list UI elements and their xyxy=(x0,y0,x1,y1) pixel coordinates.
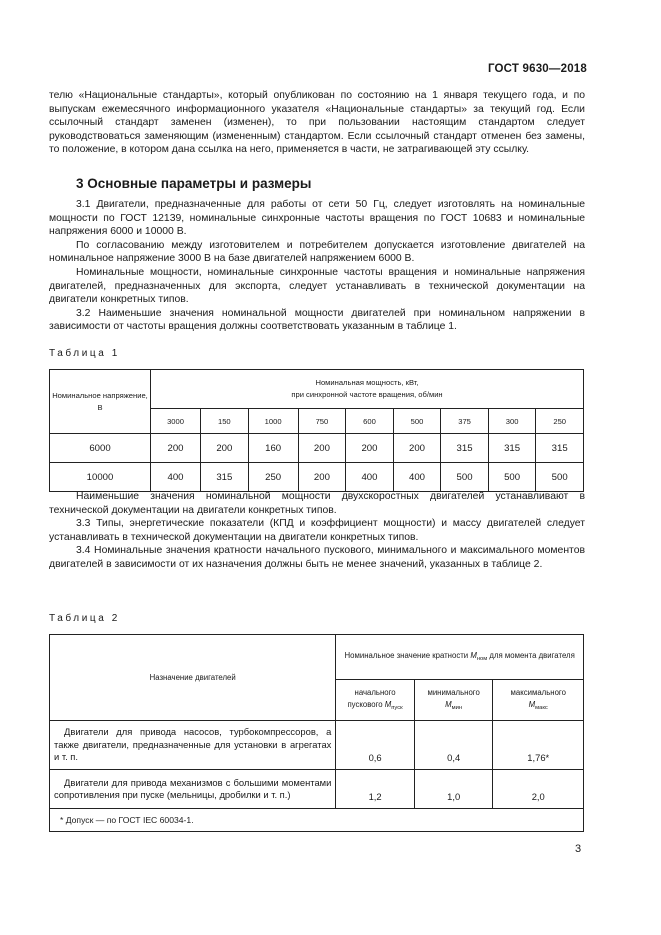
section-body xyxy=(49,198,585,334)
table1-speed-header: 300 xyxy=(488,409,536,434)
table1-speed-header: 375 xyxy=(441,409,489,434)
table1-power-cell: 200 xyxy=(298,434,346,463)
table1-power-cell: 500 xyxy=(441,463,489,492)
paragraph-3-2: 3.2 Наименьшие значения номинальной мощности двигателей при номинальном напряжении в зависимости от частоты вращения должны соответствовать указанным в таблице 1. xyxy=(49,307,585,333)
table1-label: Таблица 1 xyxy=(49,348,120,359)
after-table1-body xyxy=(49,490,585,572)
document-code: ГОСТ 9630—2018 xyxy=(487,63,587,75)
table2-col-min: минимального $M_{мин}$ xyxy=(414,680,493,721)
table1-voltage-header: Номинальное напряжение, В xyxy=(50,370,151,434)
paragraph-3-3: 3.3 Типы, энергетические показатели (КПД и коэффициент мощности) и массу двигателей следует устанавливать в технической документации на двигатели конкретных типов. xyxy=(49,518,585,543)
table1-power-cell: 200 xyxy=(201,434,249,463)
table2-label: Таблица 2 xyxy=(49,613,120,624)
table1-speed-header: 250 xyxy=(536,409,584,434)
table2-cell-min: 0,4 xyxy=(414,721,493,770)
table-1 xyxy=(49,369,584,492)
table1-speed-header: 3000 xyxy=(151,409,201,434)
table1-power-cell: 200 xyxy=(151,434,201,463)
table2-cell-max: 2,0 xyxy=(493,770,584,809)
table1-power-cell: 500 xyxy=(488,463,536,492)
intro-text: телю «Национальные стандарты», который опубликован по состоянию на 1 января текущего года, и по выпускам ежемесячного информационного указателя «Национальные стандарты» за текущий год. Если ссылочный стандарт заменен (изменен), то при пользовании настоящим стандартом следует руководствоваться заменяющим (измененным) стандартом. Если ссылочный стандарт отменен без замены, то положение, в котором дана ссылка на него, применяется в части, не затрагивающей эту ссылку. xyxy=(49,90,585,156)
table1-power-cell: 500 xyxy=(536,463,584,492)
table1-power-cell: 200 xyxy=(298,463,346,492)
table1-power-cell: 160 xyxy=(248,434,298,463)
table1-power-cell: 200 xyxy=(346,434,394,463)
table2-row-purpose: Двигатели для привода насосов, турбокомпрессоров, а также двигатели, предназначенные для установки в агрегатах и т. п. xyxy=(50,721,336,770)
paragraph-export: Номинальные мощности, номинальные синхронные частоты вращения и номинальные напряжения двигателей, предназначенных для экспорта, следует устанавливать в технической документации на двигатели конкретных типов. xyxy=(49,266,585,306)
paragraph-3-1: 3.1 Двигатели, предназначенные для работы от сети 50 Гц, следует изготовлять на номинальные мощности по ГОСТ 12139, номинальные синхронные частоты вращения по ГОСТ 10683 и номинальные напряжения 6000 и 10000 В. xyxy=(49,199,585,238)
table1-power-cell: 315 xyxy=(201,463,249,492)
paragraph-two-speed: Наименьшие значения номинальной мощности двухскоростных двигателей устанавливают в технической документации на двигатели конкретных типов. xyxy=(49,491,585,516)
table1-power-cell: 400 xyxy=(346,463,394,492)
table1-speed-header: 1000 xyxy=(248,409,298,434)
table2-col-max: максимального $M_{макс}$ xyxy=(493,680,584,721)
table1-power-cell: 400 xyxy=(151,463,201,492)
table2-row-purpose: Двигатели для привода механизмов с большими моментами сопротивления при пуске (мельницы, дробилки и т. п.) xyxy=(50,770,336,809)
intro-paragraph xyxy=(49,89,585,157)
paragraph-agreement: По согласованию между изготовителем и потребителем допускается изготовление двигателей на номинальное напряжение 3000 В на базе двигателей напряжением 6000 В. xyxy=(49,239,585,265)
table2-purpose-header: Назначение двигателей xyxy=(50,635,336,721)
paragraph-3-4: 3.4 Номинальные значения кратности начального пускового, минимального и максимального моментов двигателей в зависимости от их назначения должны быть не менее значений, указанных в таблице 2. xyxy=(49,545,585,570)
table2-ratio-header: Номинальное значение кратности $M_{ном}$ для момента двигателя xyxy=(336,635,584,680)
table2-cell-start: 1,2 xyxy=(336,770,414,809)
table1-power-header: Номинальная мощность, кВт, при синхронной частоте вращения, об/мин xyxy=(151,370,584,409)
table1-voltage-cell: 10000 xyxy=(50,463,151,492)
table1-power-cell: 250 xyxy=(248,463,298,492)
page-number: 3 xyxy=(575,843,582,855)
table-2 xyxy=(49,634,584,832)
table1-speed-header: 600 xyxy=(346,409,394,434)
table2-cell-start: 0,6 xyxy=(336,721,414,770)
table1-power-cell: 315 xyxy=(536,434,584,463)
table2-cell-min: 1,0 xyxy=(414,770,493,809)
table1-power-cell: 315 xyxy=(488,434,536,463)
table2-col-start: начального пускового $M_{пуск}$ xyxy=(336,680,414,721)
table1-power-cell: 315 xyxy=(441,434,489,463)
table1-power-cell: 200 xyxy=(393,434,441,463)
table2-footnote: * Допуск — по ГОСТ IEC 60034-1. xyxy=(50,809,584,832)
table1-power-cell: 400 xyxy=(393,463,441,492)
table2-cell-max: 1,76* xyxy=(493,721,584,770)
section-title: 3 Основные параметры и размеры xyxy=(76,176,312,191)
table1-speed-header: 150 xyxy=(201,409,249,434)
table1-speed-header: 500 xyxy=(393,409,441,434)
table1-voltage-cell: 6000 xyxy=(50,434,151,463)
table1-speed-header: 750 xyxy=(298,409,346,434)
